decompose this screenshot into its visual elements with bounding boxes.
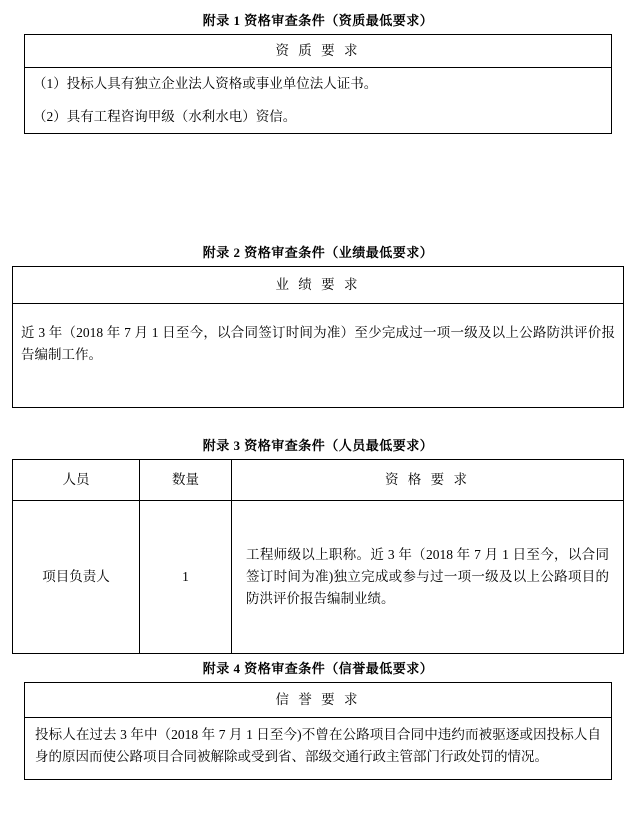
table-row [25, 101, 612, 134]
appendix-2-table [12, 266, 624, 408]
appendix-1-title: 附录 1 资格审查条件（资质最低要求） [202, 13, 434, 28]
table-header-row [25, 683, 612, 718]
table-header-row [25, 35, 612, 68]
table-header-row [13, 460, 624, 501]
appendix-3-title: 附录 3 资格审查条件（人员最低要求） [202, 438, 434, 453]
appendix-2-section [0, 242, 636, 408]
appendix-3-section [0, 435, 636, 654]
table-row [13, 501, 624, 654]
performance-body-cell: 近 3 年（2018 年 7 月 1 日至今，以合同签订时间为准）至少完成过一项一级及以上公路防洪评价报告编制工作。 [13, 304, 624, 408]
column-header-person: 人员 [13, 460, 140, 501]
appendix-1-section [0, 10, 636, 134]
appendix-4-section [0, 658, 636, 780]
cell-person-role: 项目负责人 [13, 501, 140, 654]
column-header-requirement: 资 格 要 求 [232, 460, 624, 501]
qualification-header-cell: 资 质 要 求 [25, 35, 612, 68]
appendix-1-table [24, 34, 612, 134]
reputation-body-cell: 投标人在过去 3 年中（2018 年 7 月 1 日至今)不曾在公路项目合同中违约而被驱逐或因投标人自身的原因而使公路项目合同被解除或受到省、部级交通行政主管部门行政处罚的情况。 [25, 718, 612, 780]
performance-header-cell: 业 绩 要 求 [13, 267, 624, 304]
qualification-line-1: （1）投标人具有独立企业法人资格或事业单位法人证书。 [25, 68, 612, 101]
cell-person-requirement: 工程师级以上职称。近 3 年（2018 年 7 月 1 日至今，以合同签订时间为准)独立完成或参与过一项一级及以上公路项目的防洪评价报告编制业绩。 [232, 501, 624, 654]
appendix-4-table [24, 682, 612, 780]
appendix-2-title: 附录 2 资格审查条件（业绩最低要求） [202, 245, 434, 260]
appendix-4-title: 附录 4 资格审查条件（信誉最低要求） [202, 661, 434, 676]
qualification-line-2: （2）具有工程咨询甲级（水利水电）资信。 [25, 101, 612, 134]
table-row [25, 718, 612, 780]
reputation-header-cell: 信 誉 要 求 [25, 683, 612, 718]
table-row [13, 304, 624, 408]
table-row [25, 68, 612, 101]
appendix-3-table [12, 459, 624, 654]
cell-person-count: 1 [140, 501, 232, 654]
table-header-row [13, 267, 624, 304]
column-header-quantity: 数量 [140, 460, 232, 501]
